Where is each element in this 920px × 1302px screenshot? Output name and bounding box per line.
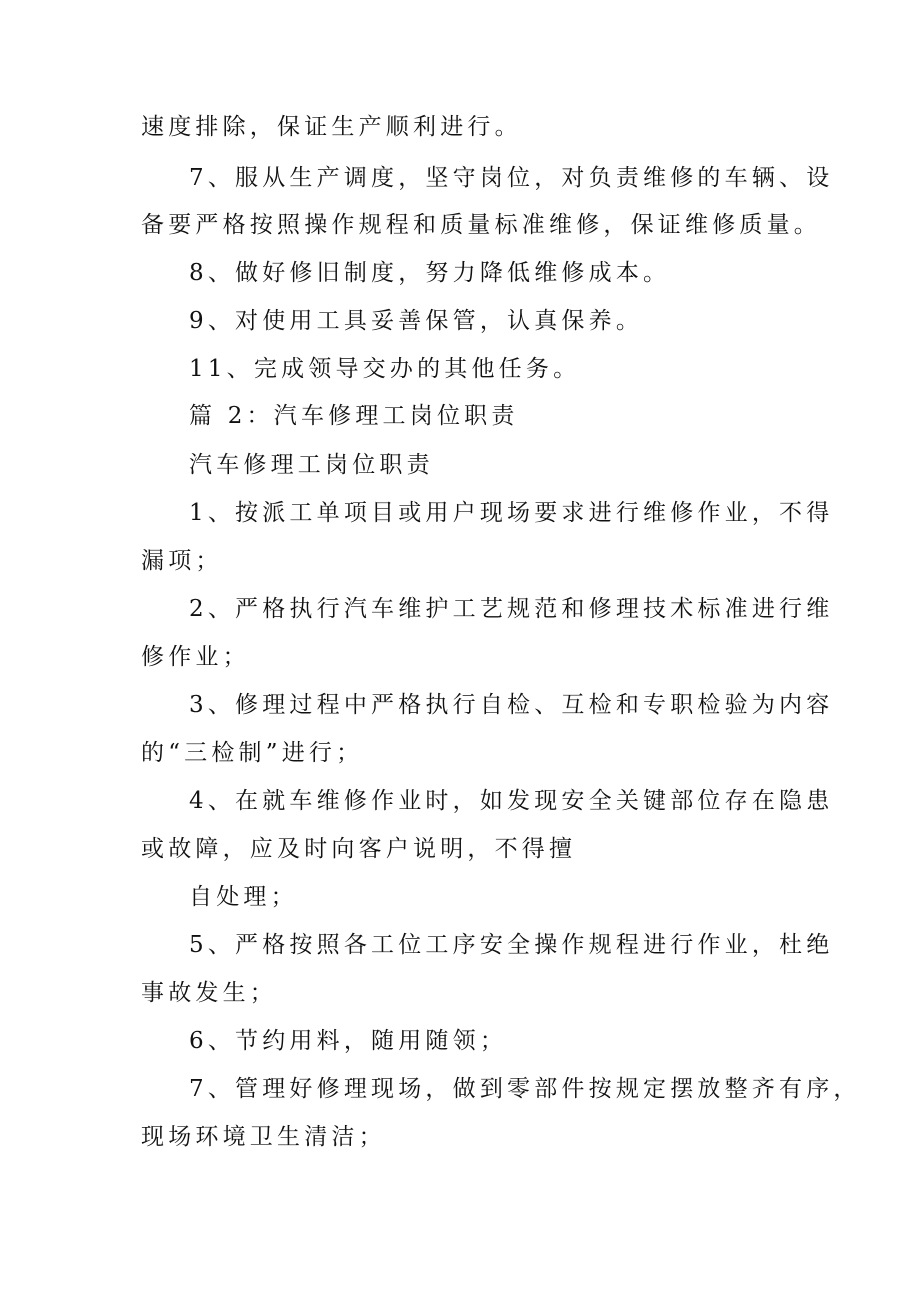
- text-line: 8、做好修旧制度，努力降低维修成本。: [189, 260, 671, 286]
- section-heading: 篇 2：汽车修理工岗位职责: [189, 403, 519, 429]
- text-line: 漏项；: [141, 548, 223, 574]
- text-line: 备要严格按照操作规程和质量标准维修，保证维修质量。: [141, 212, 821, 238]
- text-line: 或故障，应及时向客户说明，不得擅: [141, 836, 577, 862]
- text-line: 9、对使用工具妥善保管，认真保养。: [189, 308, 644, 334]
- text-line: 2、严格执行汽车维护工艺规范和修理技术标准进行维: [189, 596, 834, 622]
- text-line: 的“三检制”进行；: [141, 740, 364, 766]
- text-line: 4、在就车维修作业时，如发现安全关键部位存在隐患: [189, 788, 834, 814]
- text-line: 3、修理过程中严格执行自检、互检和专职检验为内容: [189, 692, 834, 718]
- text-line: 自处理；: [189, 884, 298, 910]
- text-line: 现场环境卫生清洁；: [141, 1124, 386, 1150]
- text-line: 修作业；: [141, 644, 250, 670]
- section-title: 汽车修理工岗位职责: [189, 452, 434, 478]
- text-line: 11、完成领导交办的其他任务。: [189, 356, 581, 382]
- text-line: 1、按派工单项目或用户现场要求进行维修作业，不得: [189, 500, 834, 526]
- text-line: 速度排除，保证生产顺利进行。: [141, 114, 522, 140]
- text-line: 6、节约用料，随用随领；: [189, 1028, 508, 1054]
- text-line: 7、管理好修理现场，做到零部件按规定摆放整齐有序，: [189, 1076, 861, 1102]
- text-line: 事故发生；: [141, 980, 277, 1006]
- text-line: 7、服从生产调度，坚守岗位，对负责维修的车辆、设: [189, 165, 834, 191]
- text-line: 5、严格按照各工位工序安全操作规程进行作业，杜绝: [189, 932, 834, 958]
